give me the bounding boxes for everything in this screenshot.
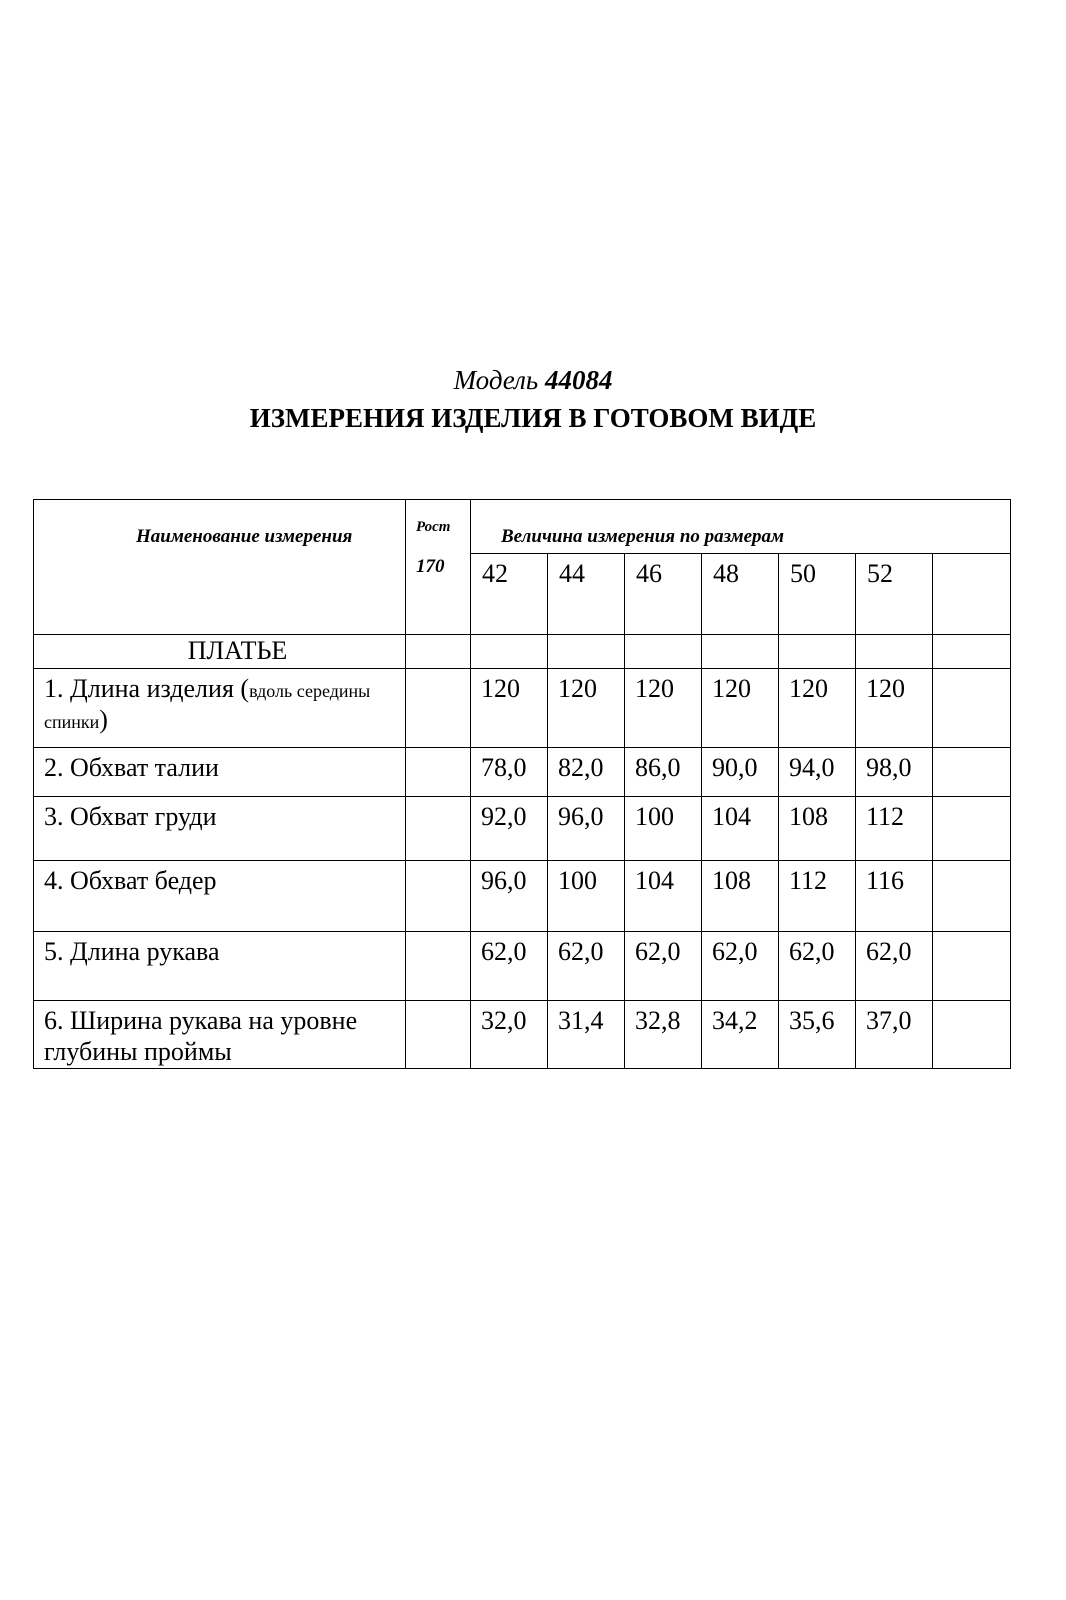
model-label: Модель	[453, 365, 539, 395]
model-number: 44084	[544, 365, 613, 395]
value-cell: 32,0	[471, 1001, 548, 1069]
table-row	[34, 861, 1011, 932]
empty-cell	[933, 554, 1011, 635]
value-cell: 120	[779, 669, 856, 748]
value-cell: 90,0	[702, 748, 779, 797]
measurement-name-header: Наименование измерения	[34, 500, 406, 635]
value-cell: 108	[702, 861, 779, 932]
empty-cell	[406, 797, 471, 861]
value-cell: 37,0	[856, 1001, 933, 1069]
measurement-name: 5. Длина рукава	[34, 932, 406, 1001]
empty-cell	[933, 635, 1011, 669]
empty-cell	[933, 748, 1011, 797]
section-title: ПЛАТЬЕ	[34, 635, 406, 669]
measurement-name	[34, 669, 406, 748]
section-row	[34, 635, 1011, 669]
empty-cell	[933, 1001, 1011, 1069]
size-header-cell: 44	[548, 554, 625, 635]
measurement-name-main: 1. Длина изделия (	[44, 674, 250, 703]
value-cell: 62,0	[856, 932, 933, 1001]
empty-cell	[406, 1001, 471, 1069]
size-header-cell: 48	[702, 554, 779, 635]
measurement-name: 3. Обхват груди	[34, 797, 406, 861]
measurements-table	[33, 499, 1011, 1069]
value-cell: 92,0	[471, 797, 548, 861]
value-cell: 34,2	[702, 1001, 779, 1069]
table-row	[34, 1001, 1011, 1069]
value-cell: 120	[471, 669, 548, 748]
value-cell: 62,0	[471, 932, 548, 1001]
empty-cell	[406, 861, 471, 932]
empty-cell	[856, 635, 933, 669]
empty-cell	[406, 932, 471, 1001]
empty-cell	[406, 635, 471, 669]
empty-cell	[702, 635, 779, 669]
empty-cell	[625, 635, 702, 669]
value-cell: 94,0	[779, 748, 856, 797]
table-row	[34, 669, 1011, 748]
empty-cell	[933, 932, 1011, 1001]
value-cell: 86,0	[625, 748, 702, 797]
empty-cell	[406, 748, 471, 797]
value-cell: 104	[702, 797, 779, 861]
empty-cell	[406, 669, 471, 748]
measurement-name-note: вдоль середины спинки	[44, 681, 371, 733]
empty-cell	[933, 797, 1011, 861]
value-cell: 31,4	[548, 1001, 625, 1069]
measurement-name: 6. Ширина рукава на уровне глубины проймы	[34, 1001, 406, 1069]
value-cell: 62,0	[779, 932, 856, 1001]
empty-cell	[933, 861, 1011, 932]
size-header-cell: 46	[625, 554, 702, 635]
value-cell: 62,0	[625, 932, 702, 1001]
value-cell: 62,0	[548, 932, 625, 1001]
value-cell: 82,0	[548, 748, 625, 797]
empty-cell	[779, 635, 856, 669]
sizes-header: Величина измерения по размерам	[471, 500, 1011, 554]
document-title: ИЗМЕРЕНИЯ ИЗДЕЛИЯ В ГОТОВОМ ВИДЕ	[249, 403, 817, 433]
value-cell: 116	[856, 861, 933, 932]
size-header-cell: 42	[471, 554, 548, 635]
measurement-name-end: )	[99, 705, 108, 735]
value-cell: 96,0	[548, 797, 625, 861]
value-cell: 100	[548, 861, 625, 932]
value-cell: 96,0	[471, 861, 548, 932]
value-cell: 120	[548, 669, 625, 748]
size-header-cell: 50	[779, 554, 856, 635]
value-cell: 120	[702, 669, 779, 748]
size-header-cell: 52	[856, 554, 933, 635]
height-header	[406, 500, 471, 635]
empty-cell	[548, 635, 625, 669]
value-cell: 98,0	[856, 748, 933, 797]
value-cell: 62,0	[702, 932, 779, 1001]
measurement-name: 2. Обхват талии	[34, 748, 406, 797]
empty-cell	[933, 669, 1011, 748]
height-label: Рост	[416, 519, 451, 535]
table-row	[34, 797, 1011, 861]
value-cell: 112	[779, 861, 856, 932]
value-cell: 35,6	[779, 1001, 856, 1069]
table-row	[34, 932, 1011, 1001]
value-cell: 78,0	[471, 748, 548, 797]
model-line	[0, 364, 1066, 396]
value-cell: 104	[625, 861, 702, 932]
measurement-name: 4. Обхват бедер	[34, 861, 406, 932]
value-cell: 100	[625, 797, 702, 861]
empty-cell	[471, 635, 548, 669]
value-cell: 32,8	[625, 1001, 702, 1069]
table-row	[34, 748, 1011, 797]
value-cell: 112	[856, 797, 933, 861]
height-value: 170	[416, 556, 445, 577]
value-cell: 108	[779, 797, 856, 861]
value-cell: 120	[625, 669, 702, 748]
value-cell: 120	[856, 669, 933, 748]
